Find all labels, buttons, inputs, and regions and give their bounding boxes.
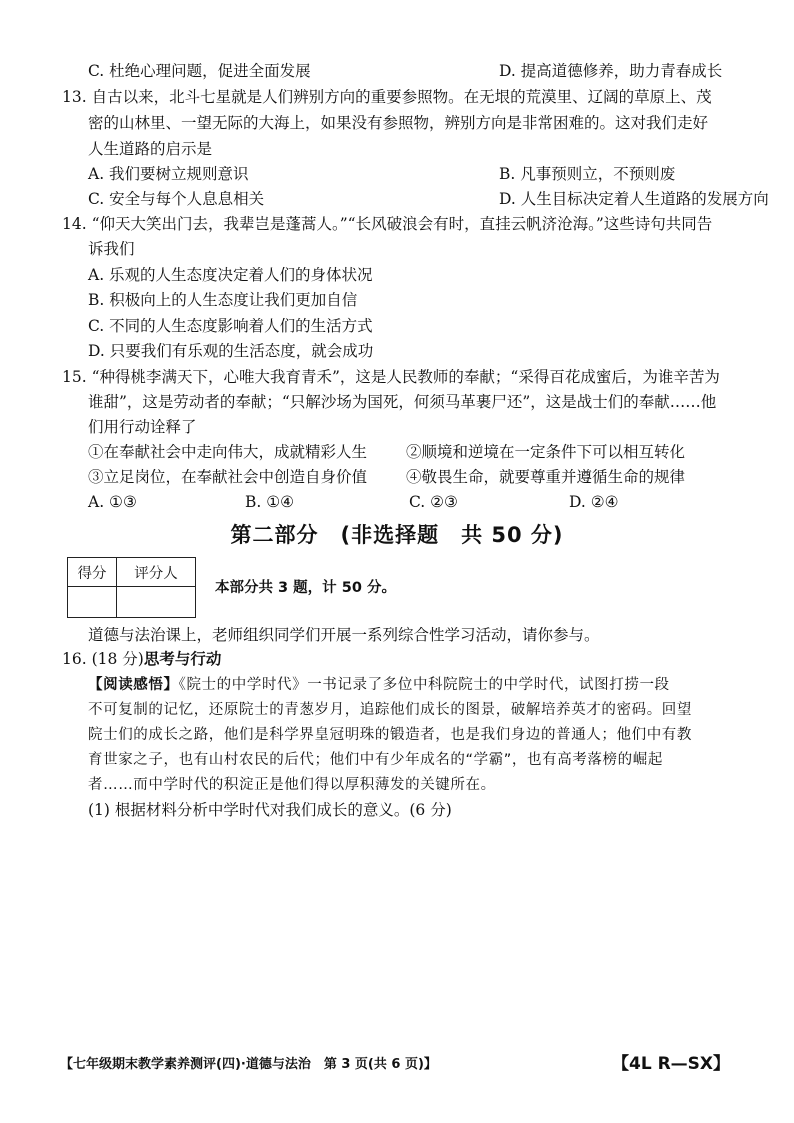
- q14-option-d: D. 只要我们有乐观的生活态度，就会成功: [88, 342, 374, 360]
- q15-option-d: D. ②④: [569, 493, 619, 511]
- q13-options-row2: [88, 188, 769, 210]
- q12-options-row: [88, 60, 728, 82]
- q16-title: 思考与行动: [143, 650, 222, 668]
- q15-stem-line1: 15. “种得桃李满天下，心唯大我育青禾”，这是人民教师的奉献；“采得百花成蜜后，为谁辛苦为: [62, 368, 720, 386]
- q13-option-c: C. 安全与每个人息息相关: [88, 190, 265, 208]
- q12-option-c: C. 杜绝心理问题，促进全面发展: [88, 62, 311, 80]
- q16-reading-line3: 院士们的成长之路，他们是科学界皇冠明珠的锻造者，也是我们身边的普通人；他们中有教: [88, 727, 692, 743]
- q13-option-a: A. 我们要树立规则意识: [88, 165, 249, 183]
- part2-intro: 道德与法治课上，老师组织同学们开展一系列综合性学习活动，请你参与。: [88, 626, 600, 644]
- q15-option-b: B. ①④: [245, 493, 295, 511]
- q15-items-row1: [88, 441, 728, 463]
- part2-title: 第二部分 (非选择题 共 50 分): [230, 523, 564, 547]
- reading-text-1: 《院士的中学时代》一书记录了多位中科院院士的中学时代，试图打捞一段: [178, 677, 670, 693]
- q13-option-b: B. 凡事预则立，不预则废: [499, 165, 676, 183]
- q15-option-a: A. ①③: [88, 493, 137, 511]
- q16-reading-line1: [88, 674, 670, 696]
- q14-option-a: A. 乐观的人生态度决定着人们的身体状况: [88, 266, 373, 284]
- footer-exam-info: 【七年级期末教学素养测评(四)·道德与法治 第 3 页(共 6 页)】: [60, 1057, 437, 1072]
- q16-subquestion-1: (1) 根据材料分析中学时代对我们成长的意义。(6 分): [88, 801, 452, 819]
- score-header: 得分: [68, 558, 117, 587]
- reading-label: 【阅读感悟】: [88, 677, 179, 693]
- q14-option-c: C. 不同的人生态度影响着人们的生活方式: [88, 317, 373, 335]
- q15-item-4: ④敬畏生命，就要尊重并遵循生命的规律: [406, 468, 686, 486]
- q13-options-row1: [88, 163, 728, 185]
- q16-reading-line5: 者……而中学时代的积淀正是他们得以厚积薄发的关键所在。: [88, 777, 496, 793]
- q13-option-d: D. 人生目标决定着人生道路的发展方向: [499, 190, 769, 208]
- q14-option-b: B. 积极向上的人生态度让我们更加自信: [88, 291, 358, 309]
- footer-code: 【4L R—SX】: [612, 1054, 731, 1074]
- q13-stem-line2: 密的山林里、一望无际的大海上，如果没有参照物，辨别方向是非常困难的。这对我们走好: [88, 114, 709, 132]
- q16-header: [62, 648, 221, 670]
- q15-item-2: ②顺境和逆境在一定条件下可以相互转化: [406, 443, 686, 461]
- q15-option-c: C. ②③: [409, 493, 458, 511]
- grader-cell[interactable]: [117, 587, 196, 618]
- q14-stem-line1: 14. “仰天大笑出门去，我辈岂是蓬蒿人。”“长风破浪会有时，直挂云帆济沧海。”这些诗句共同告: [62, 215, 713, 233]
- score-table: [67, 557, 196, 618]
- q15-stem-line2: 谁甜”，这是劳动者的奉献；“只解沙场为国死，何须马革裹尸还”，这是战士们的奉献……他: [88, 393, 717, 411]
- q15-item-1: ①在奉献社会中走向伟大，成就精彩人生: [88, 443, 368, 461]
- q14-stem-line2: 诉我们: [88, 240, 135, 258]
- q16-reading-line4: 育世家之子，也有山村农民的后代；他们中有少年成名的“学霸”，也有高考落榜的崛起: [88, 752, 663, 768]
- q16-reading-line2: 不可复制的记忆，还原院士的青葱岁月，追踪他们成长的图景，破解培养英才的密码。回望: [88, 702, 692, 718]
- q16-number: 16. (18 分): [62, 650, 144, 668]
- q12-option-d: D. 提高道德修养，助力青春成长: [499, 62, 723, 80]
- part2-note: 本部分共 3 题，计 50 分。: [215, 580, 396, 596]
- q13-stem-line1: 13. 自古以来，北斗七星就是人们辨别方向的重要参照物。在无垠的荒漠里、辽阔的草原上、茂: [62, 88, 712, 106]
- q15-items-row2: [88, 466, 728, 488]
- answer-area[interactable]: [88, 830, 728, 1030]
- q13-stem-line3: 人生道路的启示是: [88, 140, 213, 158]
- q15-stem-line3: 们用行动诠释了: [88, 418, 197, 436]
- grader-header: 评分人: [117, 558, 196, 587]
- q15-item-3: ③立足岗位，在奉献社会中创造自身价值: [88, 468, 368, 486]
- score-cell[interactable]: [68, 587, 117, 618]
